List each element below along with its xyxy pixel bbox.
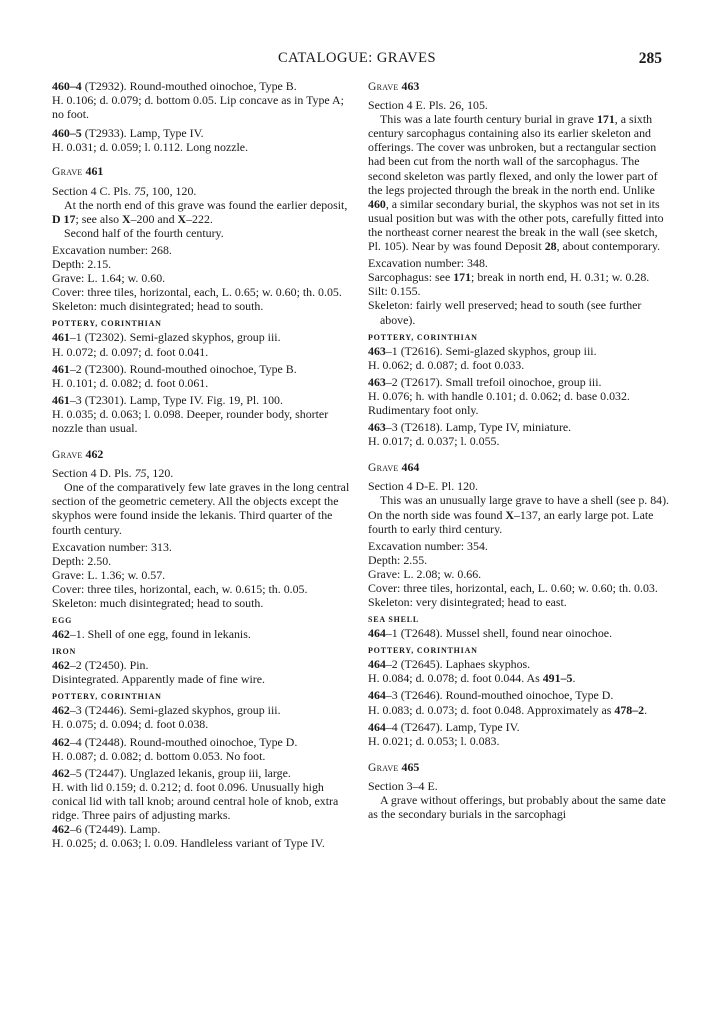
excavation-number: Excavation number: 354. bbox=[368, 538, 488, 553]
entry-460-4 bbox=[52, 79, 356, 121]
grave-description: A grave without offerings, but probably about the same date as the secondary burials in the sarcophagi bbox=[368, 793, 666, 822]
entry-id: 460–4 bbox=[52, 79, 82, 93]
grave-dimensions: Grave: L. 1.36; w. 0.57. bbox=[52, 567, 166, 582]
depth: Depth: 2.50. bbox=[52, 553, 112, 568]
grave-description: One of the comparatively few late graves in the long central section of the geometric cemetery. All the objects except the skyphos were found inside the lekanis. Third quarter of the fourth century. bbox=[52, 480, 350, 537]
excavation-number: Excavation number: 268. bbox=[52, 242, 172, 257]
entry-462-3: 462–3 (T2446). Semi-glazed skyphos, group iii. H. 0.075; d. 0.094; d. foot 0.038. bbox=[52, 703, 281, 732]
category-label: POTTERY, CORINTHIAN bbox=[368, 646, 478, 656]
entry-462-4: 462–4 (T2448). Round-mouthed oinochoe, Type D. H. 0.087; d. 0.082; d. bottom 0.053. No foot. bbox=[52, 734, 298, 763]
grave-dimensions: Grave: L. 2.08; w. 0.66. bbox=[368, 566, 482, 581]
grave-section: Section 4 C. Pls. 75, 100, 120. bbox=[52, 183, 197, 198]
grave-section: Section 3–4 E. bbox=[368, 778, 438, 793]
cover: Cover: three tiles, horizontal, each, w. 0.615; th. 0.05. bbox=[52, 581, 308, 596]
grave-description: This was an unusually large grave to have a shell (see p. 84). On the north side was found X–137, an early large pot. Late fourth to early third century. bbox=[368, 493, 670, 536]
skeleton: Skeleton: much disintegrated; head to south. bbox=[52, 299, 264, 314]
entry-464-1: 464–1 (T2648). Mussel shell, found near oinochoe. bbox=[368, 626, 613, 641]
entry-464-4: 464–4 (T2647). Lamp, Type IV. H. 0.021; d. 0.053; l. 0.083. bbox=[368, 719, 520, 748]
entry-460-5 bbox=[52, 126, 356, 154]
category-label: POTTERY, CORINTHIAN bbox=[52, 319, 162, 329]
skeleton: Skeleton: very disintegrated; head to east. bbox=[368, 595, 567, 610]
right-column bbox=[368, 79, 672, 821]
category-label: EGG bbox=[52, 616, 73, 626]
grave-section: Section 4 D-E. Pl. 120. bbox=[368, 479, 478, 494]
entry-461-1: 461–1 (T2302). Semi-glazed skyphos, group iii. H. 0.072; d. 0.097; d. foot 0.041. bbox=[52, 330, 281, 359]
cover: Cover: three tiles, horizontal, each, L. 0.65; w. 0.60; th. 0.05. bbox=[52, 285, 342, 300]
grave-date: Second half of the fourth century. bbox=[64, 225, 224, 240]
entry-462-6: 462–6 (T2449). Lamp. H. 0.025; d. 0.063; l. 0.09. Handleless variant of Type IV. bbox=[52, 822, 325, 851]
grave-section: Section 4 D. Pls. 75, 120. bbox=[52, 466, 174, 481]
excavation-number: Excavation number: 348. bbox=[368, 256, 488, 271]
running-header bbox=[52, 50, 662, 70]
category-label: IRON bbox=[52, 647, 77, 657]
entry-dims: H. 0.106; d. 0.079; d. bottom 0.05. Lip concave as in Type A; no foot. bbox=[52, 93, 344, 122]
entry-text: (T2933). Lamp, Type IV. bbox=[81, 126, 204, 141]
left-column bbox=[52, 79, 356, 850]
running-title: CATALOGUE: GRAVES bbox=[277, 50, 437, 66]
page-number: 285 bbox=[638, 50, 662, 67]
grave-section: Section 4 E. Pls. 26, 105. bbox=[368, 98, 488, 113]
grave-dimensions: Grave: L. 1.64; w. 0.60. bbox=[52, 271, 166, 286]
entry-462-2: 462–2 (T2450). Pin. Disintegrated. Apparently made of fine wire. bbox=[52, 658, 265, 687]
excavation-number: Excavation number: 313. bbox=[52, 539, 172, 554]
category-label: POTTERY, CORINTHIAN bbox=[52, 692, 162, 702]
silt: Silt: 0.155. bbox=[368, 284, 421, 299]
grave-heading-464: Grave 464 bbox=[368, 460, 420, 475]
entry-text: (T2932). Round-mouthed oinochoe, Type B. bbox=[81, 79, 297, 93]
depth: Depth: 2.15. bbox=[52, 257, 112, 272]
entry-463-2: 463–2 (T2617). Small trefoil oinochoe, group iii. H. 0.076; h. with handle 0.101; d. 0.062; d. base 0.032. Rudimentary foot only. bbox=[368, 374, 630, 417]
entry-462-5: 462–5 (T2447). Unglazed lekanis, group iii, large. H. with lid 0.159; d. 0.212; d. foot 0.096. Unusually high conical lid with tall knob; around central hole of knob, extra ridge. Three pairs of adjusting marks. bbox=[52, 765, 339, 823]
category-label: SEA SHELL bbox=[368, 615, 420, 625]
category-label: POTTERY, CORINTHIAN bbox=[368, 332, 478, 342]
grave-description: This was a late fourth century burial in grave 171, a sixth century sarcophagus containing also its earlier skeleton and offerings. The cover was unbroken, but a rectangular section had been cut from the north wall of the sarcophagus. The second skeleton was partly flexed, and only the lower part of the legs projected through the break in the north end. Unlike 460, a similar secondary burial, the skyphos was not set in its usual position but was with the other pots, carefully fitted into the northeast corner nearest the break in the wall (see sketch, Pl. 105). Near by was found Deposit 28, about contemporary. bbox=[368, 112, 664, 254]
cover: Cover: three tiles, horizontal, each, L. 0.60; w. 0.60; th. 0.03. bbox=[368, 581, 658, 595]
grave-heading-465: Grave 465 bbox=[368, 759, 420, 774]
depth: Depth: 2.55. bbox=[368, 552, 428, 567]
entry-462-1: 462–1. Shell of one egg, found in lekanis. bbox=[52, 627, 251, 642]
entry-463-3: 463–3 (T2618). Lamp, Type IV, miniature. H. 0.017; d. 0.037; l. 0.055. bbox=[368, 420, 572, 449]
entry-461-2: 461–2 (T2300). Round-mouthed oinochoe, Type B. H. 0.101; d. 0.082; d. foot 0.061. bbox=[52, 361, 297, 390]
entry-id: 460–5 bbox=[52, 126, 82, 141]
grave-heading-463: Grave 463 bbox=[368, 79, 420, 93]
sarcophagus: Sarcophagus: see 171; break in north end, H. 0.31; w. 0.28. bbox=[368, 270, 650, 285]
grave-heading-461: Grave 461 bbox=[52, 164, 104, 179]
skeleton: Skeleton: much disintegrated; head to south. bbox=[52, 596, 264, 610]
entry-dims: H. 0.031; d. 0.059; l. 0.112. Long nozzle. bbox=[52, 140, 249, 155]
entry-464-3: 464–3 (T2646). Round-mouthed oinochoe, Type D. H. 0.083; d. 0.073; d. foot 0.048. Approximately as 478–2. bbox=[368, 688, 648, 717]
grave-description: At the north end of this grave was found the earlier deposit, D 17; see also X–200 and X–222. bbox=[52, 197, 348, 226]
entry-464-2: 464–2 (T2645). Laphaes skyphos. H. 0.084; d. 0.078; d. foot 0.044. As 491–5. bbox=[368, 657, 576, 686]
skeleton: Skeleton: fairly well preserved; head to south (see further above). bbox=[368, 298, 642, 327]
grave-heading-462: Grave 462 bbox=[52, 447, 104, 462]
entry-461-3: 461–3 (T2301). Lamp, Type IV. Fig. 19, Pl. 100. H. 0.035; d. 0.063; l. 0.098. Deeper, rounder body, shorter nozzle than usual. bbox=[52, 392, 329, 435]
entry-463-1: 463–1 (T2616). Semi-glazed skyphos, group iii. H. 0.062; d. 0.087; d. foot 0.033. bbox=[368, 343, 597, 372]
